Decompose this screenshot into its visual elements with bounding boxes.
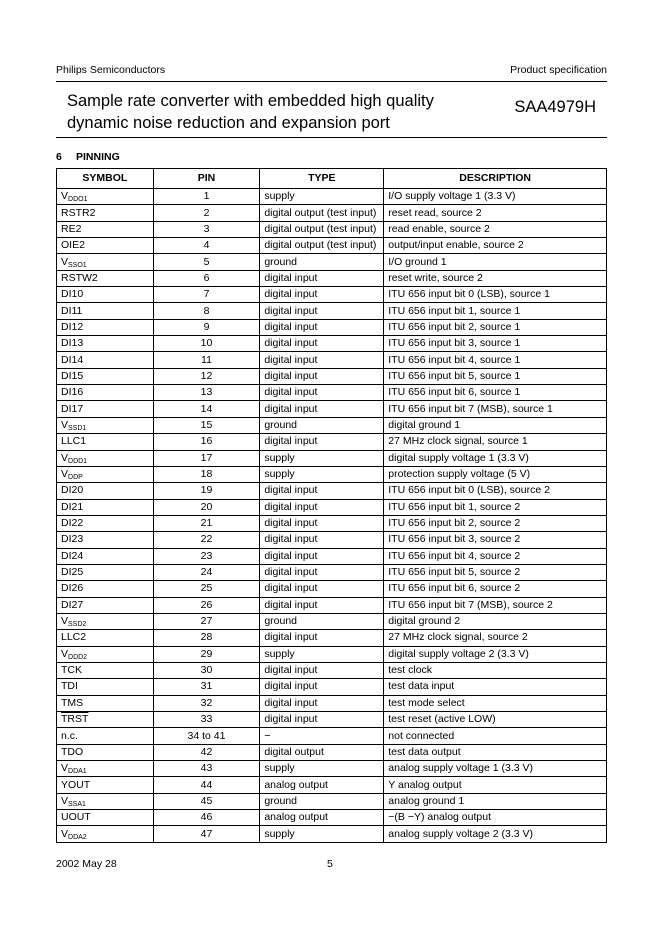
pin-symbol-text: DI12 [61, 320, 84, 333]
pin-symbol-text: V [61, 615, 69, 628]
table-row [57, 385, 607, 401]
pin-symbol-text: DI21 [61, 500, 84, 513]
pin-symbol-text: V [61, 451, 69, 464]
pin-symbol [57, 548, 154, 564]
pin-description: I/O ground 1 [384, 254, 607, 270]
pin-symbol [57, 336, 154, 352]
pin-symbol [57, 826, 154, 842]
table-row [57, 826, 607, 842]
pin-type: supply [260, 189, 384, 205]
pin-symbol-text: DI14 [61, 353, 84, 366]
pin-type: analog output [260, 810, 384, 826]
pin-number: 8 [153, 303, 260, 319]
pin-number: 10 [153, 336, 260, 352]
pin-description: not connected [384, 728, 607, 744]
pin-number: 44 [153, 777, 260, 793]
pin-number: 13 [153, 385, 260, 401]
pin-symbol-text: DI23 [61, 533, 84, 546]
pin-type: supply [260, 466, 384, 482]
pin-symbol [57, 630, 154, 646]
pin-symbol-subscript: SSD2 [68, 621, 87, 629]
pin-symbol-text: TMS [61, 696, 84, 709]
pin-symbol [57, 532, 154, 548]
pin-type: digital output (test input) [260, 238, 384, 254]
pin-symbol [57, 189, 154, 205]
pin-number: 11 [153, 352, 260, 368]
pin-symbol-text: DI22 [61, 517, 84, 530]
pin-type: ground [260, 254, 384, 270]
pin-symbol [57, 254, 154, 270]
pin-symbol-text: V [61, 255, 69, 268]
pin-number: 12 [153, 368, 260, 384]
pin-symbol-subscript: DDO1 [68, 196, 88, 204]
pin-number: 31 [153, 679, 260, 695]
pin-description: ITU 656 input bit 7 (MSB), source 2 [384, 597, 607, 613]
pin-symbol-text: TDO [61, 745, 84, 758]
pin-symbol [57, 385, 154, 401]
pin-number: 7 [153, 287, 260, 303]
document-type: Product specification [510, 64, 607, 76]
pin-symbol [57, 515, 154, 531]
pin-type: supply [260, 646, 384, 662]
pin-type: digital input [260, 712, 384, 728]
pin-symbol [57, 238, 154, 254]
pin-description: test reset (active LOW) [384, 712, 607, 728]
pin-symbol [57, 613, 154, 629]
pin-symbol-text: TRST [61, 713, 89, 726]
pin-number: 2 [153, 205, 260, 221]
table-row [57, 221, 607, 237]
pin-number: 26 [153, 597, 260, 613]
pin-type: digital input [260, 385, 384, 401]
pin-symbol-text: DI25 [61, 566, 84, 579]
pin-number: 19 [153, 483, 260, 499]
pin-type: digital input [260, 695, 384, 711]
pin-number: 30 [153, 662, 260, 678]
table-row [57, 499, 607, 515]
table-row [57, 189, 607, 205]
pin-type: digital input [260, 564, 384, 580]
table-row [57, 238, 607, 254]
pin-description: I/O supply voltage 1 (3.3 V) [384, 189, 607, 205]
pin-description: analog supply voltage 2 (3.3 V) [384, 826, 607, 842]
pin-description: digital ground 2 [384, 613, 607, 629]
pin-type: supply [260, 450, 384, 466]
pin-symbol [57, 564, 154, 580]
pin-symbol-text: DI11 [61, 304, 83, 317]
pin-number: 47 [153, 826, 260, 842]
pin-type: digital input [260, 368, 384, 384]
pin-symbol [57, 777, 154, 793]
header-divider-bottom [56, 137, 607, 138]
pin-description: 27 MHz clock signal, source 1 [384, 434, 607, 450]
section-number: 6 [56, 151, 62, 163]
pin-type: analog output [260, 777, 384, 793]
pin-symbol-text: UOUT [61, 811, 91, 824]
pin-description: analog supply voltage 1 (3.3 V) [384, 761, 607, 777]
pin-description: ITU 656 input bit 2, source 1 [384, 319, 607, 335]
pin-number: 17 [153, 450, 260, 466]
pin-number: 46 [153, 810, 260, 826]
table-row [57, 205, 607, 221]
pin-type: digital input [260, 548, 384, 564]
table-row [57, 630, 607, 646]
pin-symbol-text: YOUT [61, 778, 91, 791]
pin-description: ITU 656 input bit 5, source 2 [384, 564, 607, 580]
pin-symbol [57, 695, 154, 711]
pin-type: digital input [260, 287, 384, 303]
table-row [57, 336, 607, 352]
pin-symbol-subscript: SSD1 [68, 424, 87, 432]
pin-description: −(B −Y) analog output [384, 810, 607, 826]
pin-symbol [57, 712, 154, 728]
pin-symbol-subscript: DDP [68, 474, 83, 482]
table-row [57, 515, 607, 531]
pin-symbol [57, 450, 154, 466]
table-row [57, 728, 607, 744]
table-row [57, 712, 607, 728]
pin-symbol [57, 728, 154, 744]
table-row [57, 777, 607, 793]
pin-type: digital input [260, 630, 384, 646]
pin-number: 43 [153, 761, 260, 777]
pin-number: 14 [153, 401, 260, 417]
pin-type: digital input [260, 662, 384, 678]
pin-symbol [57, 401, 154, 417]
pin-number: 1 [153, 189, 260, 205]
pin-symbol-text: LLC2 [61, 631, 87, 644]
pin-description: ITU 656 input bit 4, source 1 [384, 352, 607, 368]
pin-symbol-text: DI17 [61, 402, 84, 415]
pin-type: digital input [260, 319, 384, 335]
table-row [57, 793, 607, 809]
pin-symbol-subscript: DDA1 [68, 768, 87, 776]
pin-symbol-text: V [61, 190, 69, 203]
pin-type: digital input [260, 352, 384, 368]
pin-symbol-text: RSTW2 [61, 271, 98, 284]
part-number: SAA4979H [514, 98, 596, 116]
pin-symbol [57, 368, 154, 384]
pin-description: Y analog output [384, 777, 607, 793]
column-header-pin: PIN [153, 169, 260, 189]
pin-symbol [57, 679, 154, 695]
table-row [57, 319, 607, 335]
company-name: Philips Semiconductors [56, 64, 166, 76]
pin-type: ground [260, 793, 384, 809]
pin-symbol-text: V [61, 827, 69, 840]
table-header-row [57, 169, 607, 189]
table-row [57, 548, 607, 564]
pin-type: digital input [260, 483, 384, 499]
section-title: PINNING [76, 151, 120, 163]
pin-description: test mode select [384, 695, 607, 711]
pin-symbol [57, 810, 154, 826]
page-number: 5 [327, 858, 333, 870]
pin-symbol-text: DI24 [61, 549, 84, 562]
pin-number: 5 [153, 254, 260, 270]
pin-symbol-subscript: SSO1 [68, 261, 87, 269]
pin-number: 18 [153, 466, 260, 482]
pin-symbol [57, 434, 154, 450]
pin-type: digital input [260, 303, 384, 319]
table-row [57, 483, 607, 499]
pin-symbol-text: TDI [61, 680, 78, 693]
pin-type: digital output [260, 744, 384, 760]
pin-type: digital input [260, 515, 384, 531]
pin-symbol [57, 744, 154, 760]
pin-symbol-text: DI20 [61, 484, 84, 497]
pin-symbol-text: n.c. [61, 729, 78, 742]
pin-symbol [57, 417, 154, 433]
pin-description: ITU 656 input bit 3, source 2 [384, 532, 607, 548]
table-row [57, 287, 607, 303]
pin-number: 4 [153, 238, 260, 254]
footer-date: 2002 May 28 [56, 858, 117, 870]
pin-number: 25 [153, 581, 260, 597]
pin-type: digital input [260, 336, 384, 352]
pin-type: ground [260, 613, 384, 629]
pin-description: ITU 656 input bit 0 (LSB), source 2 [384, 483, 607, 499]
pin-description: ITU 656 input bit 5, source 1 [384, 368, 607, 384]
pin-description: test data output [384, 744, 607, 760]
pin-description: ITU 656 input bit 1, source 2 [384, 499, 607, 515]
pin-symbol [57, 352, 154, 368]
pin-symbol [57, 597, 154, 613]
pin-number: 34 to 41 [153, 728, 260, 744]
pin-type: digital input [260, 597, 384, 613]
pin-type: digital input [260, 679, 384, 695]
pin-number: 3 [153, 221, 260, 237]
pin-symbol-text: DI10 [61, 288, 84, 301]
pin-number: 9 [153, 319, 260, 335]
pin-number: 33 [153, 712, 260, 728]
table-row [57, 450, 607, 466]
pin-description: analog ground 1 [384, 793, 607, 809]
pin-symbol-text: V [61, 647, 69, 660]
pin-type: supply [260, 761, 384, 777]
pin-number: 21 [153, 515, 260, 531]
table-row [57, 352, 607, 368]
pin-symbol-text: RSTR2 [61, 206, 96, 219]
table-row [57, 662, 607, 678]
table-row [57, 303, 607, 319]
pin-type: digital input [260, 581, 384, 597]
pin-symbol-text: OIE2 [61, 239, 85, 252]
pin-number: 29 [153, 646, 260, 662]
pin-symbol-text: LLC1 [61, 435, 87, 448]
pin-symbol-text: DI27 [61, 598, 84, 611]
pin-symbol-text: DI15 [61, 369, 84, 382]
pin-symbol-text: RE2 [61, 222, 82, 235]
pin-type: digital input [260, 270, 384, 286]
pin-description: protection supply voltage (5 V) [384, 466, 607, 482]
pin-symbol-subscript: DDD2 [68, 653, 88, 661]
table-row [57, 368, 607, 384]
pin-number: 45 [153, 793, 260, 809]
pin-description: ITU 656 input bit 4, source 2 [384, 548, 607, 564]
pin-description: digital ground 1 [384, 417, 607, 433]
pin-symbol [57, 221, 154, 237]
table-row [57, 581, 607, 597]
table-row [57, 761, 607, 777]
pin-symbol [57, 270, 154, 286]
document-title: Sample rate converter with embedded high quality dynamic noise reduction and expansion port [67, 92, 434, 132]
pin-number: 42 [153, 744, 260, 760]
pin-symbol [57, 303, 154, 319]
pin-symbol-text: DI16 [61, 386, 84, 399]
pin-type: digital input [260, 532, 384, 548]
table-row [57, 679, 607, 695]
pin-symbol-text: TCK [61, 664, 82, 677]
table-row [57, 270, 607, 286]
table-row [57, 744, 607, 760]
pin-description: ITU 656 input bit 6, source 2 [384, 581, 607, 597]
pin-description: ITU 656 input bit 2, source 2 [384, 515, 607, 531]
table-row [57, 695, 607, 711]
table-row [57, 613, 607, 629]
pin-description: ITU 656 input bit 3, source 1 [384, 336, 607, 352]
pin-symbol [57, 287, 154, 303]
pin-description: ITU 656 input bit 7 (MSB), source 1 [384, 401, 607, 417]
header-divider-top [56, 81, 607, 82]
pin-symbol [57, 581, 154, 597]
pin-description: ITU 656 input bit 0 (LSB), source 1 [384, 287, 607, 303]
column-header-symbol: SYMBOL [57, 169, 154, 189]
table-row [57, 564, 607, 580]
pin-description: reset write, source 2 [384, 270, 607, 286]
pin-symbol [57, 646, 154, 662]
pin-number: 23 [153, 548, 260, 564]
pin-symbol-text: V [61, 794, 69, 807]
pin-number: 6 [153, 270, 260, 286]
column-header-type: TYPE [260, 169, 384, 189]
pin-number: 15 [153, 417, 260, 433]
pin-symbol [57, 793, 154, 809]
pin-description: reset read, source 2 [384, 205, 607, 221]
table-row [57, 254, 607, 270]
table-row [57, 434, 607, 450]
pin-number: 27 [153, 613, 260, 629]
pin-symbol-subscript: DDA2 [68, 833, 87, 841]
table-row [57, 466, 607, 482]
pin-type: digital input [260, 401, 384, 417]
pin-symbol [57, 499, 154, 515]
pin-type: digital input [260, 499, 384, 515]
column-header-description: DESCRIPTION [384, 169, 607, 189]
pin-description: 27 MHz clock signal, source 2 [384, 630, 607, 646]
pin-description: read enable, source 2 [384, 221, 607, 237]
pin-symbol [57, 761, 154, 777]
table-row [57, 597, 607, 613]
pin-type: − [260, 728, 384, 744]
pin-symbol-subscript: DDD1 [68, 457, 88, 465]
pin-number: 24 [153, 564, 260, 580]
pin-description: test clock [384, 662, 607, 678]
section-heading [56, 151, 120, 163]
table-row [57, 810, 607, 826]
pin-description: ITU 656 input bit 6, source 1 [384, 385, 607, 401]
pin-description: ITU 656 input bit 1, source 1 [384, 303, 607, 319]
pin-number: 22 [153, 532, 260, 548]
pin-symbol-text: DI13 [61, 337, 84, 350]
pin-symbol-text: DI26 [61, 582, 84, 595]
pin-type: supply [260, 826, 384, 842]
pin-description: output/input enable, source 2 [384, 238, 607, 254]
pin-symbol-text: V [61, 468, 69, 481]
pin-symbol [57, 466, 154, 482]
pin-description: test data input [384, 679, 607, 695]
pin-number: 20 [153, 499, 260, 515]
pin-number: 32 [153, 695, 260, 711]
pinning-table [56, 168, 607, 843]
table-row [57, 417, 607, 433]
table-row [57, 401, 607, 417]
table-row [57, 646, 607, 662]
pin-symbol [57, 662, 154, 678]
pin-symbol [57, 319, 154, 335]
pin-symbol [57, 205, 154, 221]
pin-symbol-text: V [61, 418, 69, 431]
pin-symbol-text: V [61, 762, 69, 775]
pin-type: digital input [260, 434, 384, 450]
pin-number: 16 [153, 434, 260, 450]
pin-symbol-subscript: SSA1 [68, 800, 86, 808]
pin-description: digital supply voltage 1 (3.3 V) [384, 450, 607, 466]
pin-description: digital supply voltage 2 (3.3 V) [384, 646, 607, 662]
pin-type: digital output (test input) [260, 205, 384, 221]
pin-type: ground [260, 417, 384, 433]
pin-symbol [57, 483, 154, 499]
table-row [57, 532, 607, 548]
pin-type: digital output (test input) [260, 221, 384, 237]
pin-number: 28 [153, 630, 260, 646]
